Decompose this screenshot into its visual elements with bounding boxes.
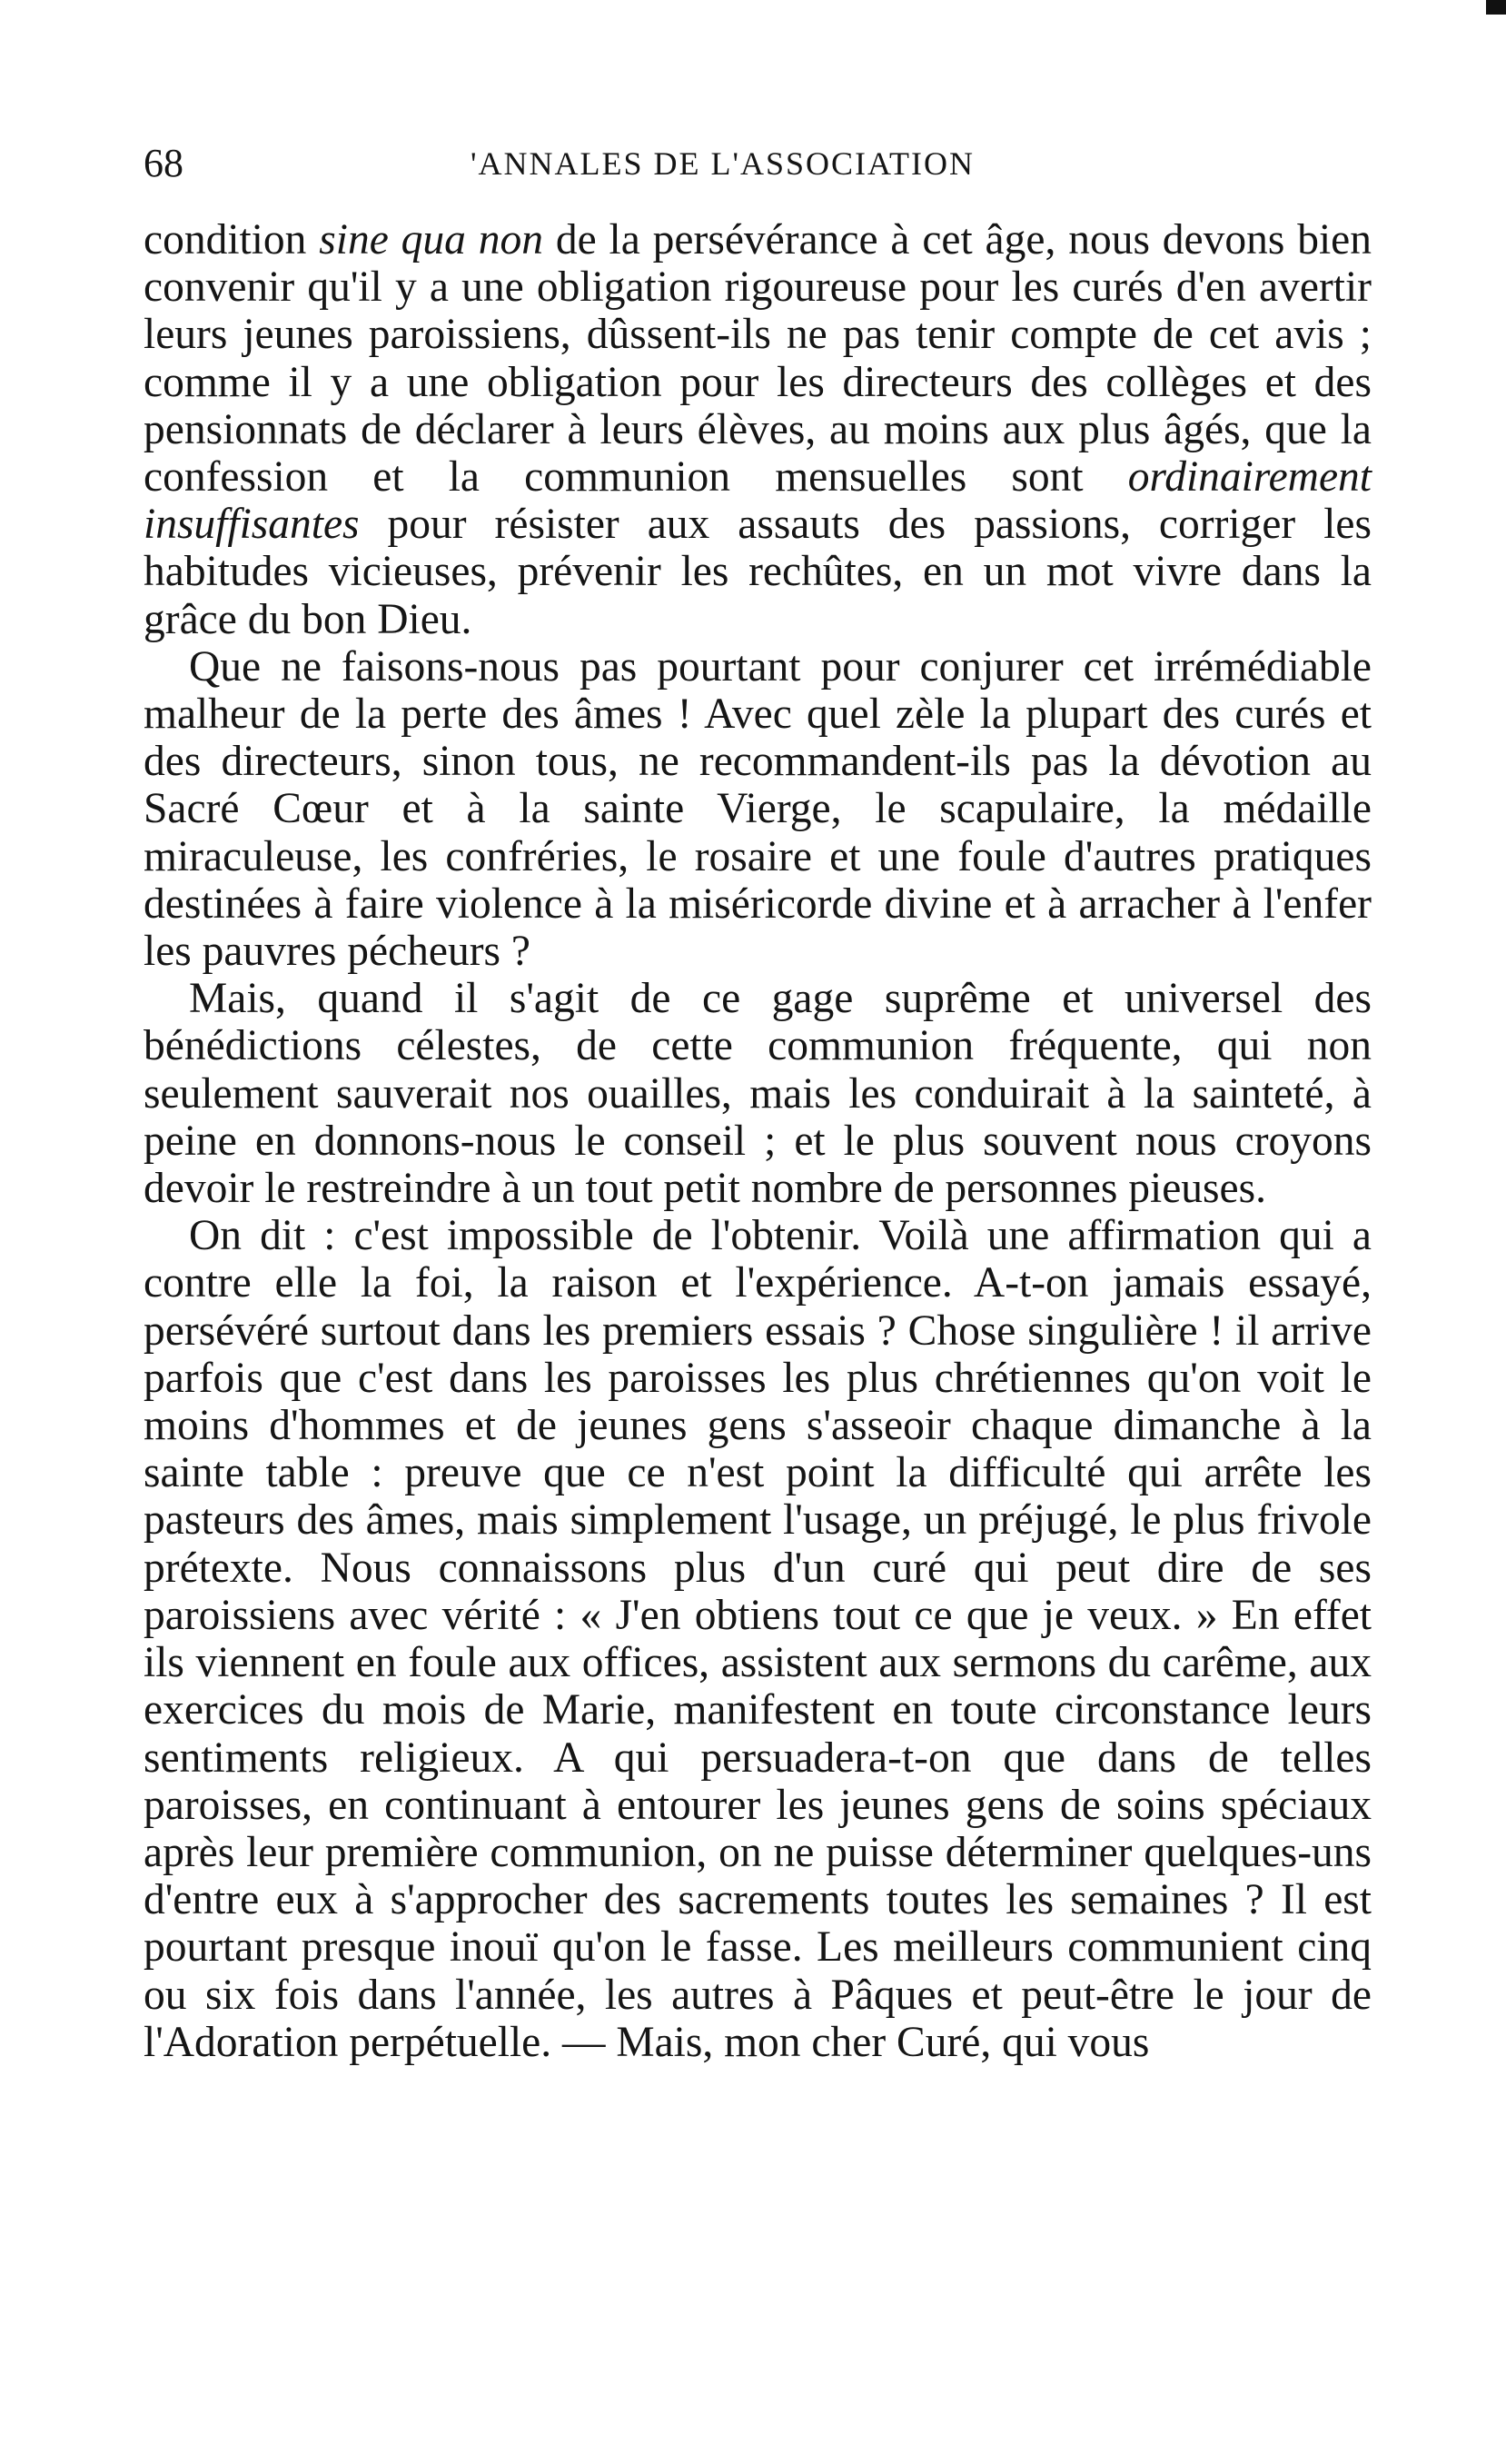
page-number: 68 — [144, 141, 183, 185]
scan-corner-mark — [1486, 0, 1506, 15]
paragraph-1-text-c: pour résister aux assauts des passions, corriger les habitudes vicieuses, prévenir les rechûtes, en un mot vivre dans la grâce du bon Dieu. — [144, 501, 1372, 643]
running-title: 'ANNALES DE L'ASSOCIATION — [471, 145, 975, 182]
page-header — [144, 136, 1372, 191]
body-text — [144, 216, 1372, 2066]
paragraph-1-text-b: de la persévérance à cet âge, nous devons bien convenir qu'il y a une obligation rigoureuse pour les curés d'en avertir leurs jeunes paroissiens, dûssent-ils ne pas tenir compte de cet avis ; comme il y a une obligation pour les directeurs des collèges et des pensionnats de déclarer à leurs élèves, au moins aux plus âgés, que la confession et la communion mensuelles sont — [144, 216, 1372, 502]
italic-phrase-sine-qua-non: sine qua non — [319, 216, 544, 263]
paragraph-3: Mais, quand il s'agit de ce gage suprême et universel des bénédictions célestes, de cette communion fréquente, qui non seulement sauverait nos ouailles, mais les conduirait à la sainteté, à peine en donnons-nous le conseil ; et le plus souvent nous croyons devoir le restreindre à un tout petit nombre de personnes pieuses. — [144, 975, 1372, 1213]
italic-phrase-ordinairement-insuffisantes: ordinairement insuffisantes — [144, 453, 1372, 549]
paragraph-2: Que ne faisons-nous pas pourtant pour conjurer cet irrémédiable malheur de la perte des âmes ! Avec quel zèle la plupart des curés et des directeurs, sinon tous, ne recommandent-ils pas la dévotion au Sacré Cœur et à la sainte Vierge, le scapulaire, la médaille miraculeuse, les confréries, le rosaire et une foule d'autres pratiques destinées à faire violence à la miséricorde divine et à arracher à l'enfer les pauvres pécheurs ? — [144, 642, 1372, 976]
paragraph-1-text-a: condition — [144, 216, 320, 263]
paragraph-1 — [144, 216, 1372, 643]
paragraph-4: On dit : c'est impossible de l'obtenir. Voilà une affirmation qui a contre elle la foi, la raison et l'expérience. A-t-on jamais essayé, persévéré surtout dans les premiers essais ? Chose singulière ! il arrive parfois que c'est dans les paroisses les plus chrétiennes qu'on voit le moins d'hommes et de jeunes gens s'asseoir chaque dimanche à la sainte table : preuve que ce n'est point la difficulté qui arrête les pasteurs des âmes, mais simplement l'usage, un préjugé, le plus frivole prétexte. Nous connaissons plus d'un curé qui peut dire de ses paroissiens avec vérité : « J'en obtiens tout ce que je veux. » En effet ils viennent en foule aux offices, assistent aux sermons du carême, aux exercices du mois de Marie, manifestent en toute circonstance leurs sentiments religieux. A qui persuadera-t-on que dans de telles paroisses, en continuant à entourer les jeunes gens de soins spéciaux après leur première communion, on ne puisse déterminer quelques-uns d'entre eux à s'approcher des sacrements toutes les semaines ? Il est pourtant presque inouï qu'on le fasse. Les meilleurs communient cinq ou six fois dans l'année, les autres à Pâques et peut-être le jour de l'Adoration perpétuelle. — Mais, mon cher Curé, qui vous — [144, 1212, 1372, 2066]
